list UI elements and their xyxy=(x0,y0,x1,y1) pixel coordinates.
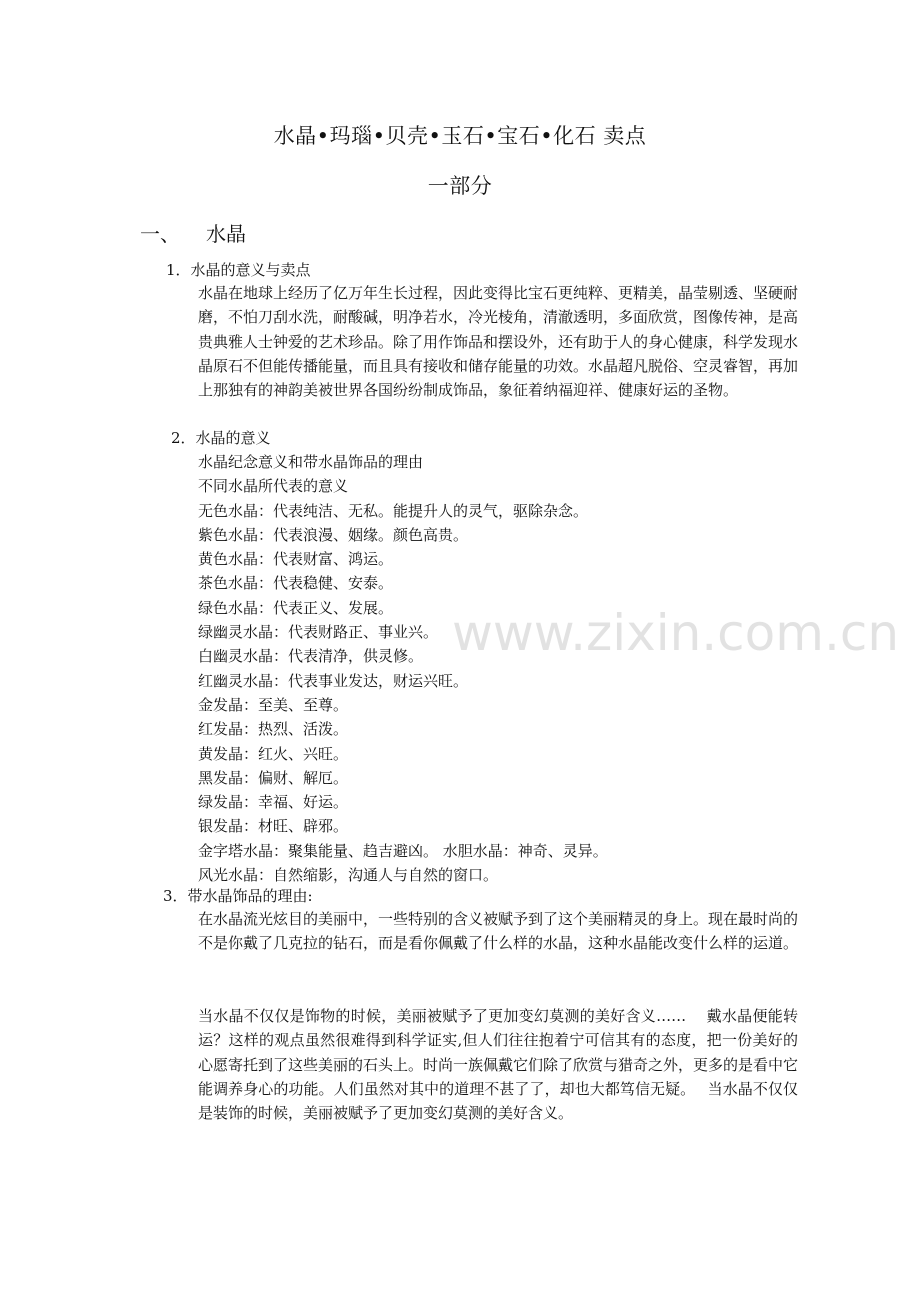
list-item: 白幽灵水晶：代表清净，供灵修。 xyxy=(198,647,424,666)
list-item: 绿色水晶：代表正义、发展。 xyxy=(198,598,394,617)
section-3-paragraph-1: 在水晶流光炫目的美丽中，一些特别的含义被赋予到了这个美丽精灵的身上。现在最时尚的不是你戴了几克拉的钻石，而是看你佩戴了什么样的水晶，这种水晶能改变什么样的运道。 xyxy=(198,910,799,953)
list-item: 金发晶：至美、至尊。 xyxy=(198,695,349,714)
list-item: 水晶纪念意义和带水晶饰品的理由 xyxy=(198,453,424,471)
list-item: 红发晶：热烈、活泼。 xyxy=(198,720,349,739)
chapter-number: 一、 xyxy=(140,222,180,246)
list-item: 绿幽灵水晶：代表财路正、事业兴。 xyxy=(198,623,439,642)
document-title: 水晶•玛瑙•贝壳•玉石•宝石•化石 卖点 xyxy=(273,124,647,148)
list-item: 不同水晶所代表的意义 xyxy=(198,477,349,496)
list-item: 金字塔水晶：聚集能量、趋吉避凶。 水胆水晶：神奇、灵异。 xyxy=(198,841,608,860)
list-item: 茶色水晶：代表稳健、安泰。 xyxy=(198,574,394,593)
list-item: 黄色水晶：代表财富、鸿运。 xyxy=(198,550,394,569)
chapter-heading xyxy=(140,220,246,248)
section-1-body: 水晶在地球上经历了亿万年生长过程，因此变得比宝石更纯粹、更精美，晶莹剔透、坚硬耐磨，不怕刀刮水洗，耐酸碱，明净若水，冷光棱角，清澈透明，多面欣赏，图像传神，是高贵典雅人士钟爱的艺术珍品。除了用作饰品和摆设外，还有助于人的身心健康，科学发现水晶原石不但能传播能量，而且具有接收和储存能量的功效。水晶超凡脱俗、空灵睿智，再加上那独有的神韵美被世界各国纷纷制成饰品，象征着纳福迎祥、健康好运的圣物。 xyxy=(198,284,799,400)
chapter-title: 水晶 xyxy=(206,222,246,246)
list-item: 绿发晶：幸福、好运。 xyxy=(198,793,349,812)
section-2-heading: 2．水晶的意义 xyxy=(171,429,271,447)
list-item: 风光水晶：自然缩影，沟通人与自然的窗口。 xyxy=(198,866,499,885)
list-item: 黑发晶：偏财、解厄。 xyxy=(198,768,349,787)
list-item: 无色水晶：代表纯洁、无私。能提升人的灵气，驱除杂念。 xyxy=(198,501,589,520)
list-item: 黄发晶：红火、兴旺。 xyxy=(198,744,349,763)
section-1-heading: 1．水晶的意义与卖点 xyxy=(166,261,311,279)
list-item: 红幽灵水晶：代表事业发达，财运兴旺。 xyxy=(198,671,469,690)
section-3-paragraph-2: 当水晶不仅仅是饰物的时候，美丽被赋予了更加变幻莫测的美好含义…… 戴水晶便能转运？这样的观点虽然很难得到科学证实,但人们往往抱着宁可信其有的态度，把一份美好的心愿寄托到了这些美丽的石头上。时尚一族佩戴它们除了欣赏与猎奇之外，更多的是看中它能调养身心的功能。人们虽然对其中的道理不甚了了，却也大都笃信无疑。 当水晶不仅仅是装饰的时候，美丽被赋予了更加变幻莫测的美好含义。 xyxy=(198,1007,799,1123)
document-subtitle: 一部分 xyxy=(427,174,493,198)
list-item: 紫色水晶：代表浪漫、姻缘。颜色高贵。 xyxy=(198,525,469,544)
watermark-text: www.zixin.com.cn xyxy=(452,604,900,662)
section-2-list xyxy=(198,450,798,887)
list-item: 银发晶：材旺、辟邪。 xyxy=(198,817,349,836)
section-3-heading: 3．带水晶饰品的理由: xyxy=(163,887,313,905)
